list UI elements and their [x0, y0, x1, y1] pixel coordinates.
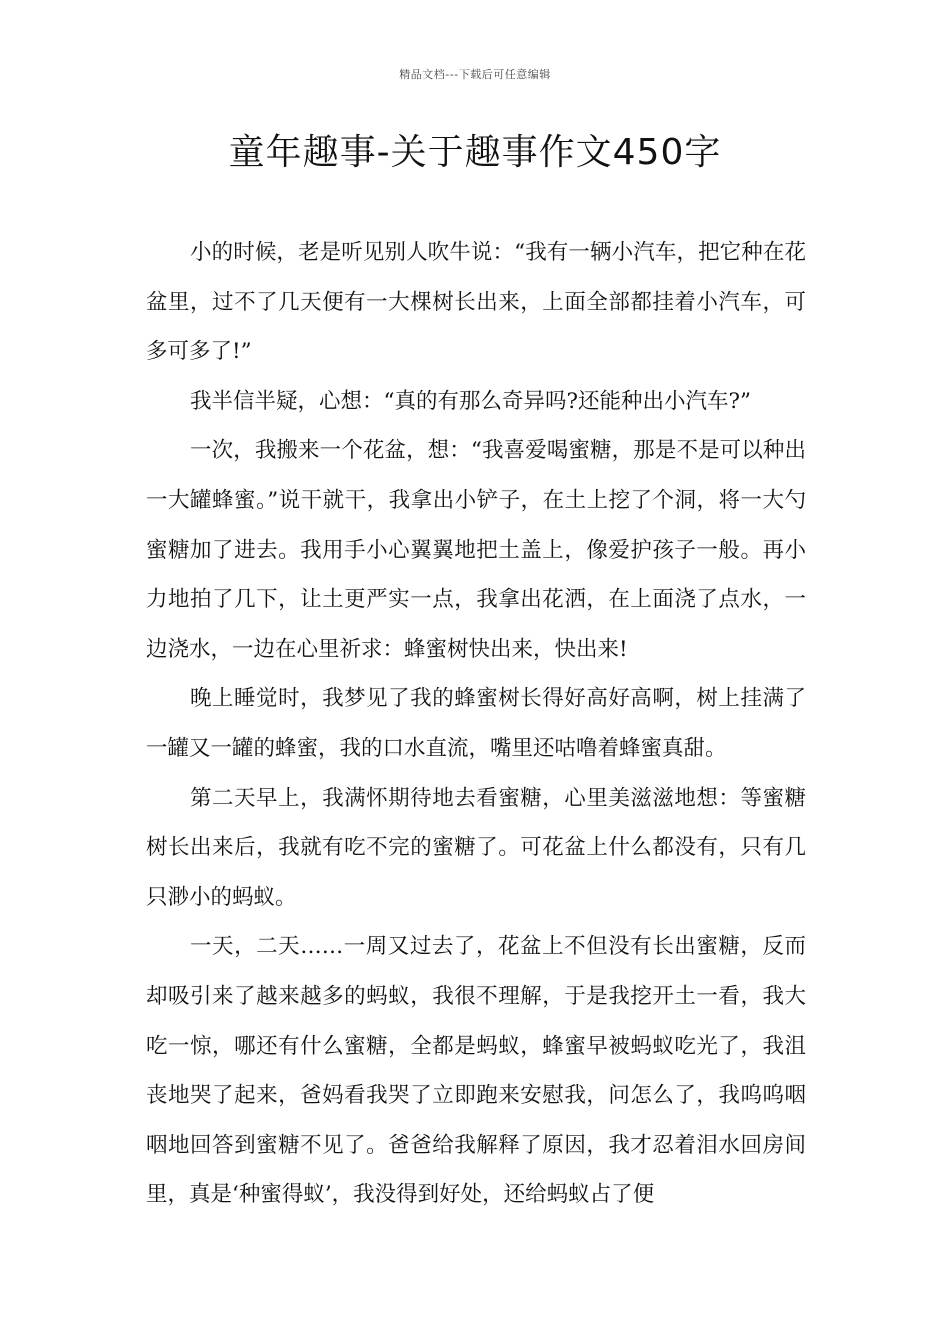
paragraph: 第二天早上，我满怀期待地去看蜜糖，心里美滋滋地想：等蜜糖树长出来后，我就有吃不完的蜜糖了。可花盆上什么都没有，只有几只渺小的蚂蚁。	[146, 785, 806, 910]
document-title: 童年趣事-关于趣事作文450字	[228, 132, 722, 173]
paragraph: 晚上睡觉时，我梦见了我的蜂蜜树长得好高好高啊，树上挂满了一罐又一罐的蜂蜜，我的口水直流，嘴里还咕噜着蜂蜜真甜。	[146, 686, 806, 761]
paragraph: 小的时候，老是听见别人吹牛说：“我有一辆小汽车，把它种在花盆里，过不了几天便有一大棵树长出来，上面全部都挂着小汽车，可多可多了!”	[146, 240, 806, 365]
header-note: 精品文档---下载后可任意编辑	[399, 68, 551, 81]
paragraph: 一次，我搬来一个花盆，想：“我喜爱喝蜜糖，那是不是可以种出一大罐蜂蜜。”说干就干，我拿出小铲子，在土上挖了个洞，将一大勺蜜糖加了进去。我用手小心翼翼地把土盖上，像爱护孩子一般。再小力地拍了几下，让土更严实一点，我拿出花洒，在上面浇了点水，一边浇水，一边在心里祈求：蜂蜜树快出来，快出来!	[146, 438, 806, 662]
paragraph: 一天，二天……一周又过去了，花盆上不但没有长出蜜糖，反而却吸引来了越来越多的蚂蚁，我很不理解，于是我挖开土一看，我大吃一惊，哪还有什么蜜糖，全都是蚂蚁，蜂蜜早被蚂蚁吃光了，我沮丧地哭了起来，爸妈看我哭了立即跑来安慰我，问怎么了，我呜呜咽咽地回答到蜜糖不见了。爸爸给我解释了原因，我才忍着泪水回房间里，真是‘种蜜得蚁’，我没得到好处，还给蚂蚁占了便	[146, 934, 806, 1208]
paragraph: 我半信半疑，心想：“真的有那么奇异吗?还能种出小汽车?”	[190, 388, 752, 414]
document-body	[146, 228, 806, 1220]
